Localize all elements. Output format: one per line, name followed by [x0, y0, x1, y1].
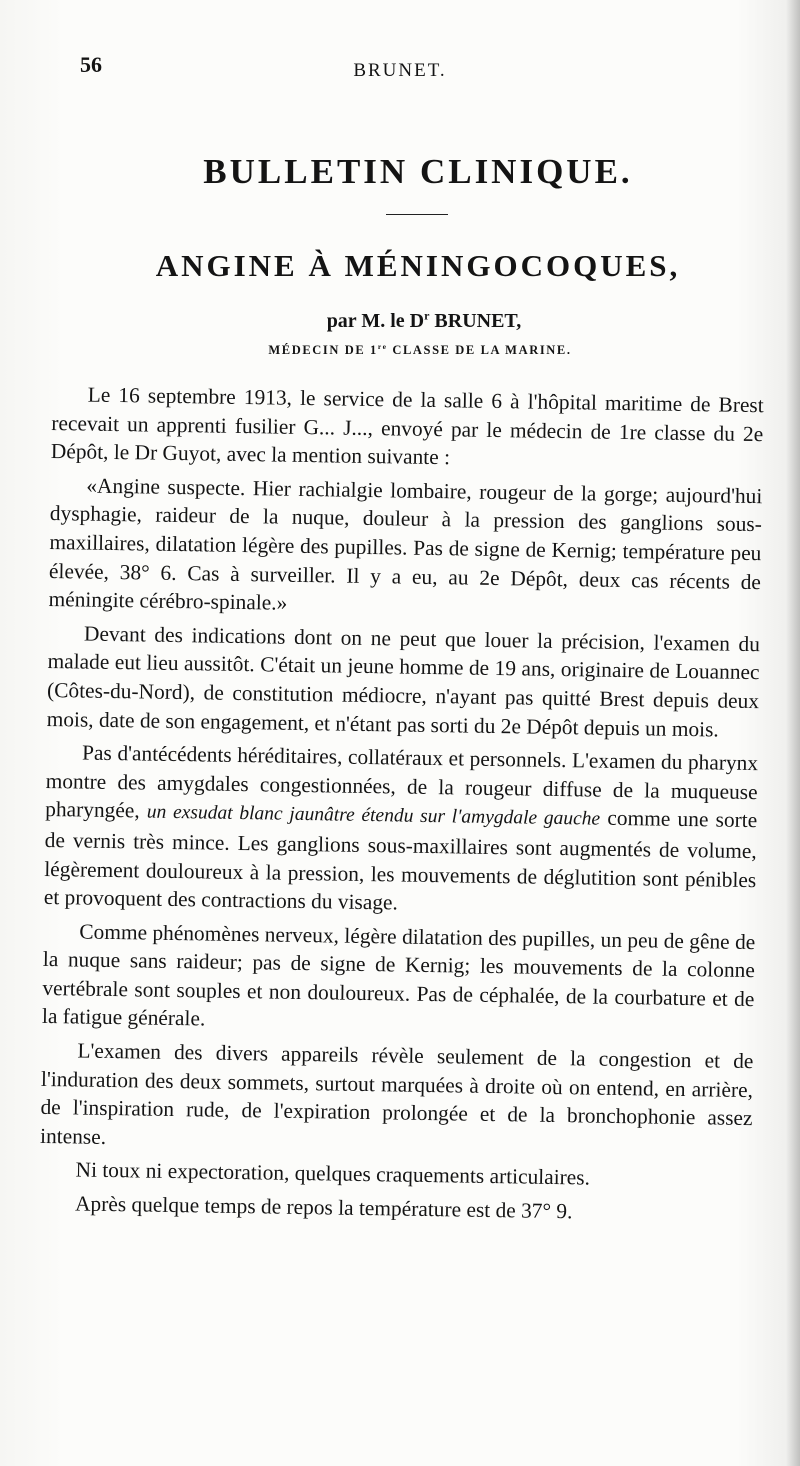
- byline-prefix: par M. le D: [326, 310, 425, 332]
- paragraph-nervous: Comme phénomènes nerveux, légère dilatation des pupilles, un peu de gêne de la nuque sans raideur; pas de signe de Kernig; les mouvements de la colonne vertébrale sont souples et non douloureux. Pas de céphalée, de la courbature et de la fatigue générale.: [41, 919, 756, 1031]
- paragraph-temperature: Après quelque temps de repos la température est de 37° 9.: [74, 1191, 573, 1224]
- pharynx-text-a: Pas d'antécédents héréditaires, collatéraux et personnels. L'examen du pharynx montre des amygdales congestionnées, de la rougeur diffuse de la muqueuse pharyngée,: [45, 740, 759, 823]
- pharynx-text-b: comme une sorte de vernis très mince. Les ganglions sous-maxillaires sont augmentés de volume, légèrement douloureux à la pression, les mouvements de déglutition sont pénibles et provoquent des contractions du visage.: [43, 805, 758, 915]
- page-number: 56: [80, 52, 102, 77]
- affiliation-sup: re: [377, 341, 388, 351]
- affiliation-prefix: MÉDECIN DE 1: [268, 343, 378, 357]
- paragraph-pharynx: [44, 738, 759, 923]
- byline-name: BRUNET,: [429, 310, 522, 332]
- scan-shadow-edge: [786, 0, 800, 1466]
- paragraph-examination: Devant des indications dont on ne peut que louer la précision, l'examen du malade eut lieu aussitôt. C'était un jeune homme de 19 ans, originaire de Louannec (Côtes-du-Nord), de constitution médiocre, n'ayant pas quitté Brest depuis deux mois, date de son engagement, et n'étant pas sorti du 2e Dépôt depuis un mois.: [46, 621, 761, 742]
- affiliation-suffix: CLASSE DE LA MARINE.: [387, 343, 572, 357]
- pharynx-emphasis: un exsudat blanc jaunâtre étendu sur l'amygdale gauche: [146, 801, 601, 830]
- running-head: BRUNET.: [353, 60, 447, 81]
- paragraph-apparatus: L'examen des divers appareils révèle seulement de la congestion et de l'induration des deux sommets, surtout marquées à droite où on entend, en arrière, de l'inspiration rude, de l'expiration prolongée et de la bronchophonie assez intense.: [39, 1038, 754, 1149]
- paragraph-referral-quote: «Angine suspecte. Hier rachialgie lombaire, rougeur de la gorge; aujourd'hui dysphagie, raideur de la nuque, douleur à la pression des ganglions sous-maxillaires, dilatation légère des pupilles. Pas de signe de Kernig; température peu élevée, 38° 6. Cas à surveiller. Il y a eu, au 2e Dépôt, deux cas récents de méningite cérébro-spinale.»: [48, 473, 763, 615]
- author-byline: [0, 310, 800, 333]
- author-affiliation: [0, 343, 800, 358]
- byline-sup: r: [424, 308, 430, 323]
- section-title: BULLETIN CLINIQUE.: [203, 152, 633, 191]
- article-title: ANGINE À MÉNINGOCOQUES,: [155, 248, 681, 283]
- paragraph-admission: Le 16 septembre 1913, le service de la salle 6 à l'hôpital maritime de Brest recevait un apprenti fusilier G... J..., envoyé par le médecin de 1re classe du 2e Dépôt, le Dr Guyot, avec la mention suivante :: [50, 382, 764, 470]
- title-divider: [386, 214, 448, 215]
- paragraph-cough: Ni toux ni expectoration, quelques craquements articulaires.: [75, 1157, 591, 1190]
- article-body: [39, 380, 764, 1229]
